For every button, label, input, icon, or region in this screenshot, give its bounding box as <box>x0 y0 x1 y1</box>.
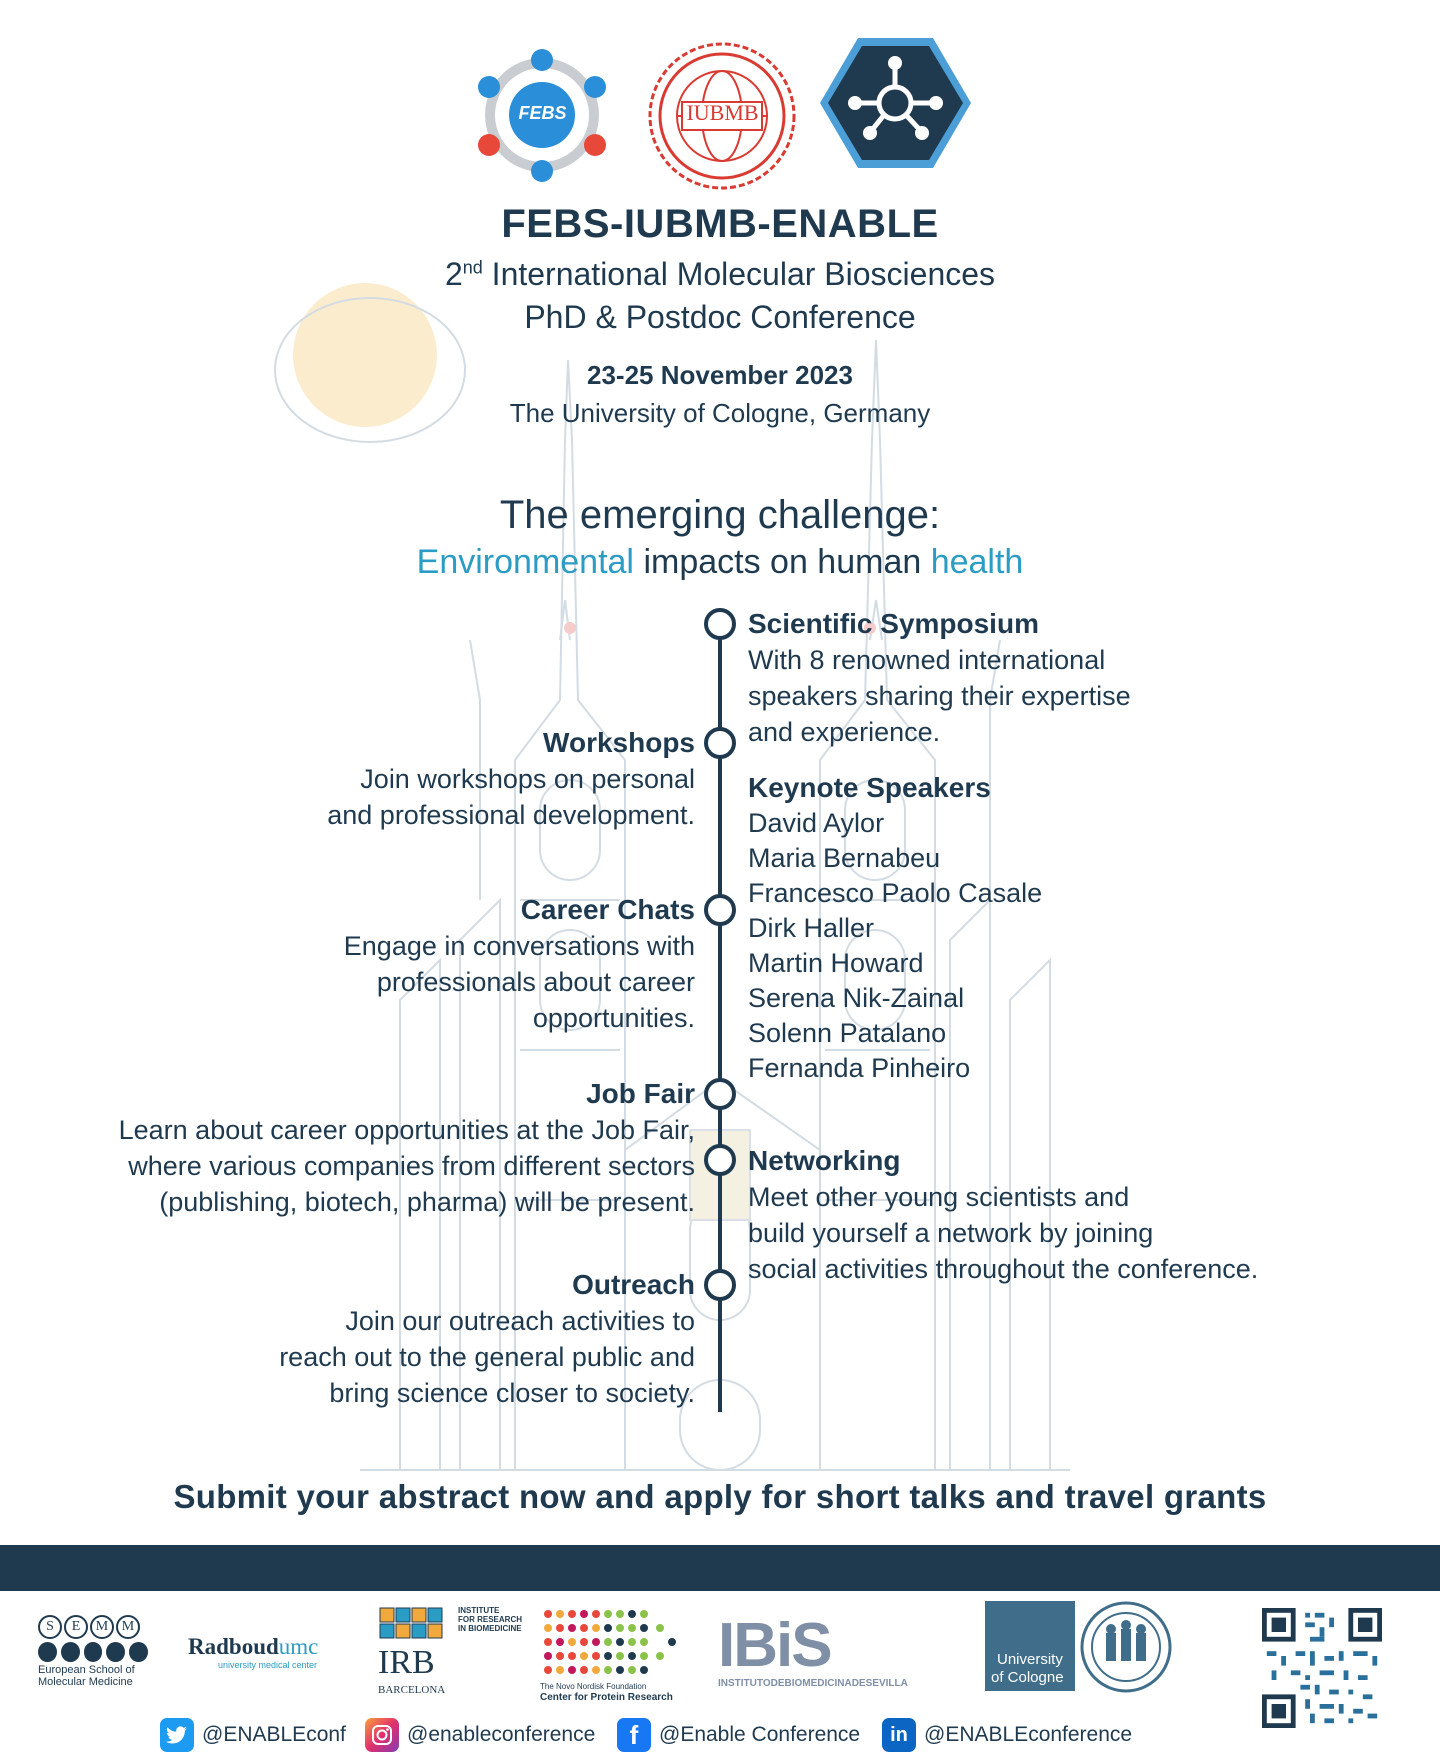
subtitle-text: International Molecular Biosciences <box>482 256 996 292</box>
novo-text-1: The Novo Nordisk Foundation <box>540 1682 647 1691</box>
twitter-handle[interactable] <box>160 1718 346 1752</box>
networking-block <box>748 1143 1348 1287</box>
career-line-2: professionals about career <box>376 967 695 997</box>
networking-line-2: build yourself a network by joining <box>748 1218 1154 1248</box>
career-line-3: opportunities. <box>532 1003 695 1033</box>
febs-logo-text: FEBS <box>518 103 567 123</box>
workshops-block <box>200 725 695 833</box>
speaker-name: Dirk Haller <box>748 913 875 943</box>
networking-line-3: social activities throughout the conference. <box>748 1254 1259 1284</box>
irb-barcelona-logo <box>378 1606 528 1701</box>
ordinal-suffix: nd <box>462 257 483 278</box>
keynote-heading: Keynote Speakers <box>748 772 991 803</box>
timeline-node-career <box>706 896 734 924</box>
linkedin-handle[interactable] <box>882 1718 1132 1752</box>
twitter-icon <box>160 1718 194 1752</box>
irb-text: IRB <box>378 1644 435 1681</box>
radboud-subtext: university medical center <box>218 1660 318 1670</box>
symposium-heading: Scientific Symposium <box>748 608 1039 639</box>
workshops-line-1: Join workshops on personal <box>360 764 695 794</box>
twitter-handle-text: @ENABLEconf <box>202 1723 346 1746</box>
outreach-heading: Outreach <box>572 1269 695 1300</box>
iubmb-logo-text: IUBMB <box>686 100 759 125</box>
enable-logo <box>818 36 973 171</box>
career-heading: Career Chats <box>520 894 695 925</box>
jobfair-line-2: where various companies from different sectors <box>128 1151 695 1181</box>
instagram-handle[interactable] <box>365 1718 595 1752</box>
job-fair-block <box>20 1076 695 1220</box>
novo-text-2: Center for Protein Research <box>540 1692 673 1703</box>
facebook-handle-text: @Enable Conference <box>659 1723 861 1746</box>
novo-nordisk-cpr-logo <box>540 1606 700 1701</box>
speaker-name: Martin Howard <box>748 948 924 978</box>
radboud-umc: umc <box>278 1634 319 1659</box>
facebook-handle[interactable] <box>617 1718 860 1752</box>
cologne-seal-icon <box>1080 1601 1172 1693</box>
semm-letter: M <box>90 1615 114 1639</box>
semm-letter: M <box>116 1615 140 1639</box>
facebook-icon: f <box>617 1718 651 1752</box>
outreach-line-3: bring science closer to society. <box>329 1378 695 1408</box>
linkedin-handle-text: @ENABLEconference <box>924 1723 1133 1746</box>
conference-subtitle-line2: PhD & Postdoc Conference <box>524 299 916 335</box>
speaker-name: Fernanda Pinheiro <box>748 1053 971 1083</box>
irb-inst-2: FOR RESEARCH <box>458 1615 523 1624</box>
networking-heading: Networking <box>748 1145 901 1176</box>
timeline-node-symposium <box>706 610 734 638</box>
radboud-text: Radboud <box>188 1634 279 1659</box>
ibis-subtext: INSTITUTODEBIOMEDICINADESEVILLA <box>718 1678 908 1689</box>
semm-text-2: Molecular Medicine <box>38 1676 133 1688</box>
theme-middle: impacts on human <box>634 543 931 581</box>
semm-text-1: European School of <box>38 1664 135 1676</box>
symposium-line-1: With 8 renowned international <box>748 645 1106 675</box>
speaker-name: Maria Bernabeu <box>748 843 941 873</box>
networking-line-1: Meet other young scientists and <box>748 1182 1130 1212</box>
jobfair-line-1: Learn about career opportunities at the Job Fair, <box>118 1115 695 1145</box>
university-of-cologne-logo <box>985 1601 1175 1693</box>
qr-code-icon[interactable] <box>1262 1608 1382 1728</box>
febs-logo <box>465 45 620 185</box>
cologne-text-1: University <box>997 1651 1063 1668</box>
ibis-logo <box>718 1611 963 1694</box>
semm-letter: E <box>64 1615 88 1639</box>
jobfair-heading: Job Fair <box>586 1078 695 1109</box>
conference-venue: The University of Cologne, Germany <box>509 398 931 428</box>
symposium-line-3: and experience. <box>748 717 941 747</box>
jobfair-line-3: (publishing, biotech, pharma) will be present. <box>159 1187 695 1217</box>
cologne-text-2: of Cologne <box>991 1669 1064 1686</box>
career-chats-block <box>200 892 695 1036</box>
outreach-line-1: Join our outreach activities to <box>345 1306 695 1336</box>
speaker-name: David Aylor <box>748 808 885 838</box>
iubmb-logo <box>640 38 805 193</box>
semm-logo <box>38 1615 148 1690</box>
outreach-line-2: reach out to the general public and <box>279 1342 695 1372</box>
symposium-line-2: speakers sharing their expertise <box>748 681 1131 711</box>
semm-letter: S <box>38 1615 62 1639</box>
workshops-line-2: and professional development. <box>327 800 695 830</box>
symposium-block <box>748 606 1248 750</box>
timeline <box>700 600 740 1415</box>
timeline-node-outreach <box>706 1271 734 1299</box>
theme-word-health: health <box>930 543 1024 581</box>
linkedin-icon: in <box>882 1718 916 1752</box>
timeline-node-workshops <box>706 729 734 757</box>
conference-dates: 23-25 November 2023 <box>587 360 853 390</box>
ibis-text: IBiS <box>718 1611 831 1680</box>
theme-word-environmental: Environmental <box>416 543 634 581</box>
timeline-node-jobfair <box>706 1080 734 1108</box>
workshops-heading: Workshops <box>543 727 695 758</box>
career-line-1: Engage in conversations with <box>343 931 695 961</box>
speaker-name: Serena Nik-Zainal <box>748 983 965 1013</box>
theme-heading: The emerging challenge: <box>499 493 941 537</box>
irb-inst-3: IN BIOMEDICINE <box>458 1624 522 1633</box>
conference-title: FEBS-IUBMB-ENABLE <box>501 202 939 246</box>
instagram-icon <box>365 1718 399 1752</box>
speaker-name: Solenn Patalano <box>748 1018 947 1048</box>
irb-inst-1: INSTITUTE <box>458 1606 500 1615</box>
timeline-node-networking <box>706 1146 734 1174</box>
irb-city: BARCELONA <box>378 1684 446 1696</box>
conference-subtitle-line1 <box>0 256 1440 293</box>
divider-band <box>0 1545 1440 1591</box>
radboud-logo <box>188 1634 338 1670</box>
ordinal-number: 2 <box>444 256 463 292</box>
instagram-handle-text: @enableconference <box>407 1723 596 1746</box>
speaker-name: Francesco Paolo Casale <box>748 878 1043 908</box>
call-to-action: Submit your abstract now and apply for short talks and travel grants <box>173 1478 1267 1515</box>
outreach-block <box>180 1267 695 1411</box>
keynote-speakers-block <box>748 770 1248 1086</box>
theme-subheading <box>0 543 1440 582</box>
